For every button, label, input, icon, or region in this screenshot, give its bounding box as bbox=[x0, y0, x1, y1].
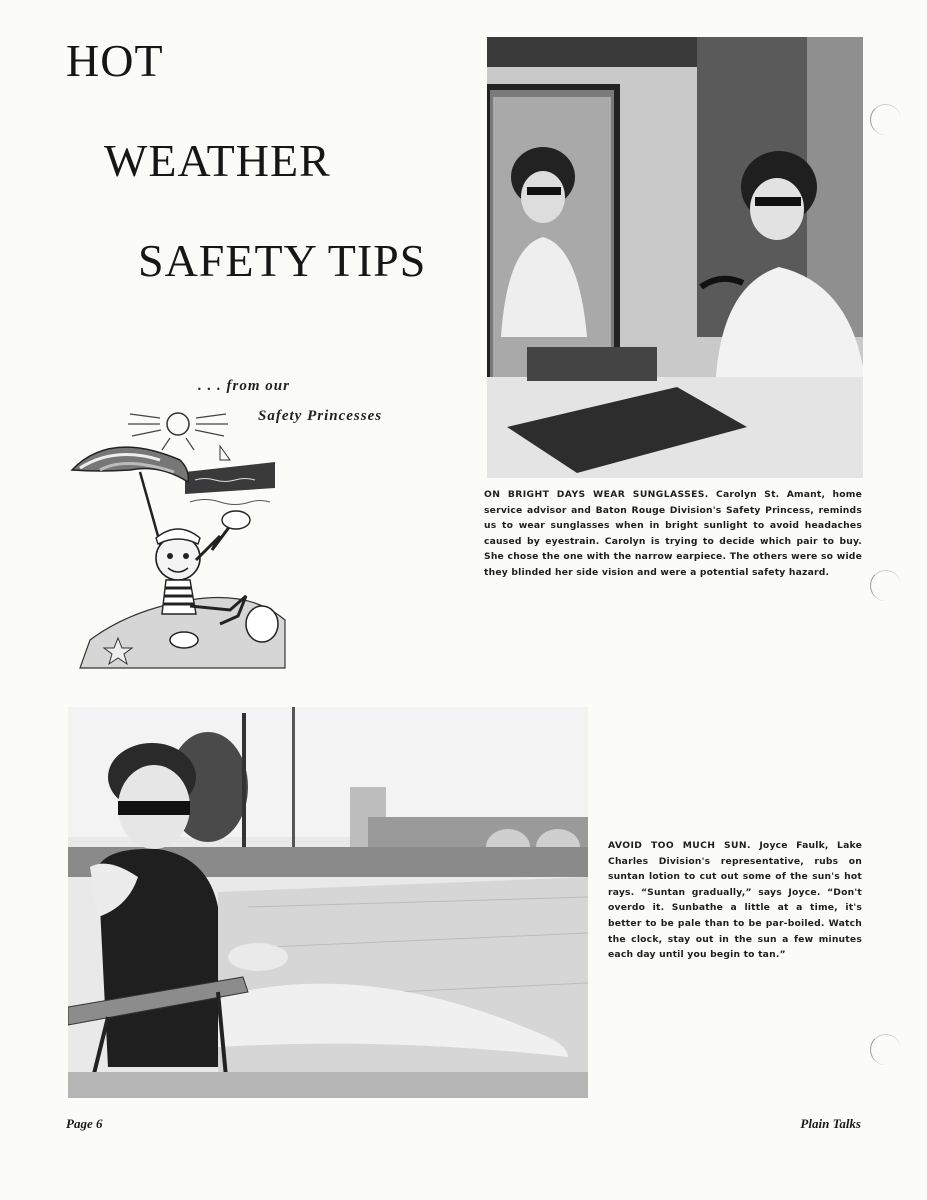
sunglasses-caption-body: Carolyn St. Amant, home service advisor and Baton Rouge Division's Safety Princess, reminds us to wear sunglasses when in bright sunlight to avoid headaches caused by eyestrain. Carolyn is trying to decide which pair to buy. She chose the one with the narrow earpiece. The others were so wide they blinded her side vision and were a potential safety hazard. bbox=[484, 489, 863, 578]
sun-caption bbox=[608, 838, 862, 963]
sunglasses-photo bbox=[487, 37, 863, 478]
punch-hole bbox=[870, 1034, 901, 1065]
title-line-1: HOT bbox=[66, 35, 164, 86]
title-line-2: WEATHER bbox=[104, 135, 331, 186]
sunglasses-photo-image bbox=[487, 37, 863, 478]
punch-hole bbox=[870, 104, 901, 135]
byline-line-1: . . . from our bbox=[198, 378, 290, 394]
beach-cartoon-drawing bbox=[70, 410, 290, 670]
sun-caption-headline: AVOID TOO MUCH SUN. bbox=[608, 840, 751, 851]
beach-cartoon-illustration bbox=[70, 410, 290, 670]
byline-line-2: Safety Princesses bbox=[258, 408, 383, 424]
sun-caption-body: Joyce Faulk, Lake Charles Division's representative, rubs on suntan lotion to cut out some of the sun's hot rays. “Suntan gradually,” says Joyce. “Don't overdo it. Sunbathe a little at a time, it's better to be pale than to be par-boiled. Watch the clock, stay out in the sun a few minutes each day until you begin to tan.” bbox=[608, 840, 862, 961]
poolside-photo-image bbox=[68, 707, 588, 1098]
sunglasses-caption bbox=[484, 487, 862, 581]
page-number: Page 6 bbox=[66, 1116, 103, 1131]
punch-hole bbox=[870, 570, 901, 601]
sunglasses-caption-headline: ON BRIGHT DAYS WEAR SUNGLASSES. bbox=[484, 489, 709, 500]
title-line-3: SAFETY TIPS bbox=[138, 235, 427, 286]
poolside-photo bbox=[68, 707, 588, 1098]
publication-name: Plain Talks bbox=[800, 1116, 861, 1131]
